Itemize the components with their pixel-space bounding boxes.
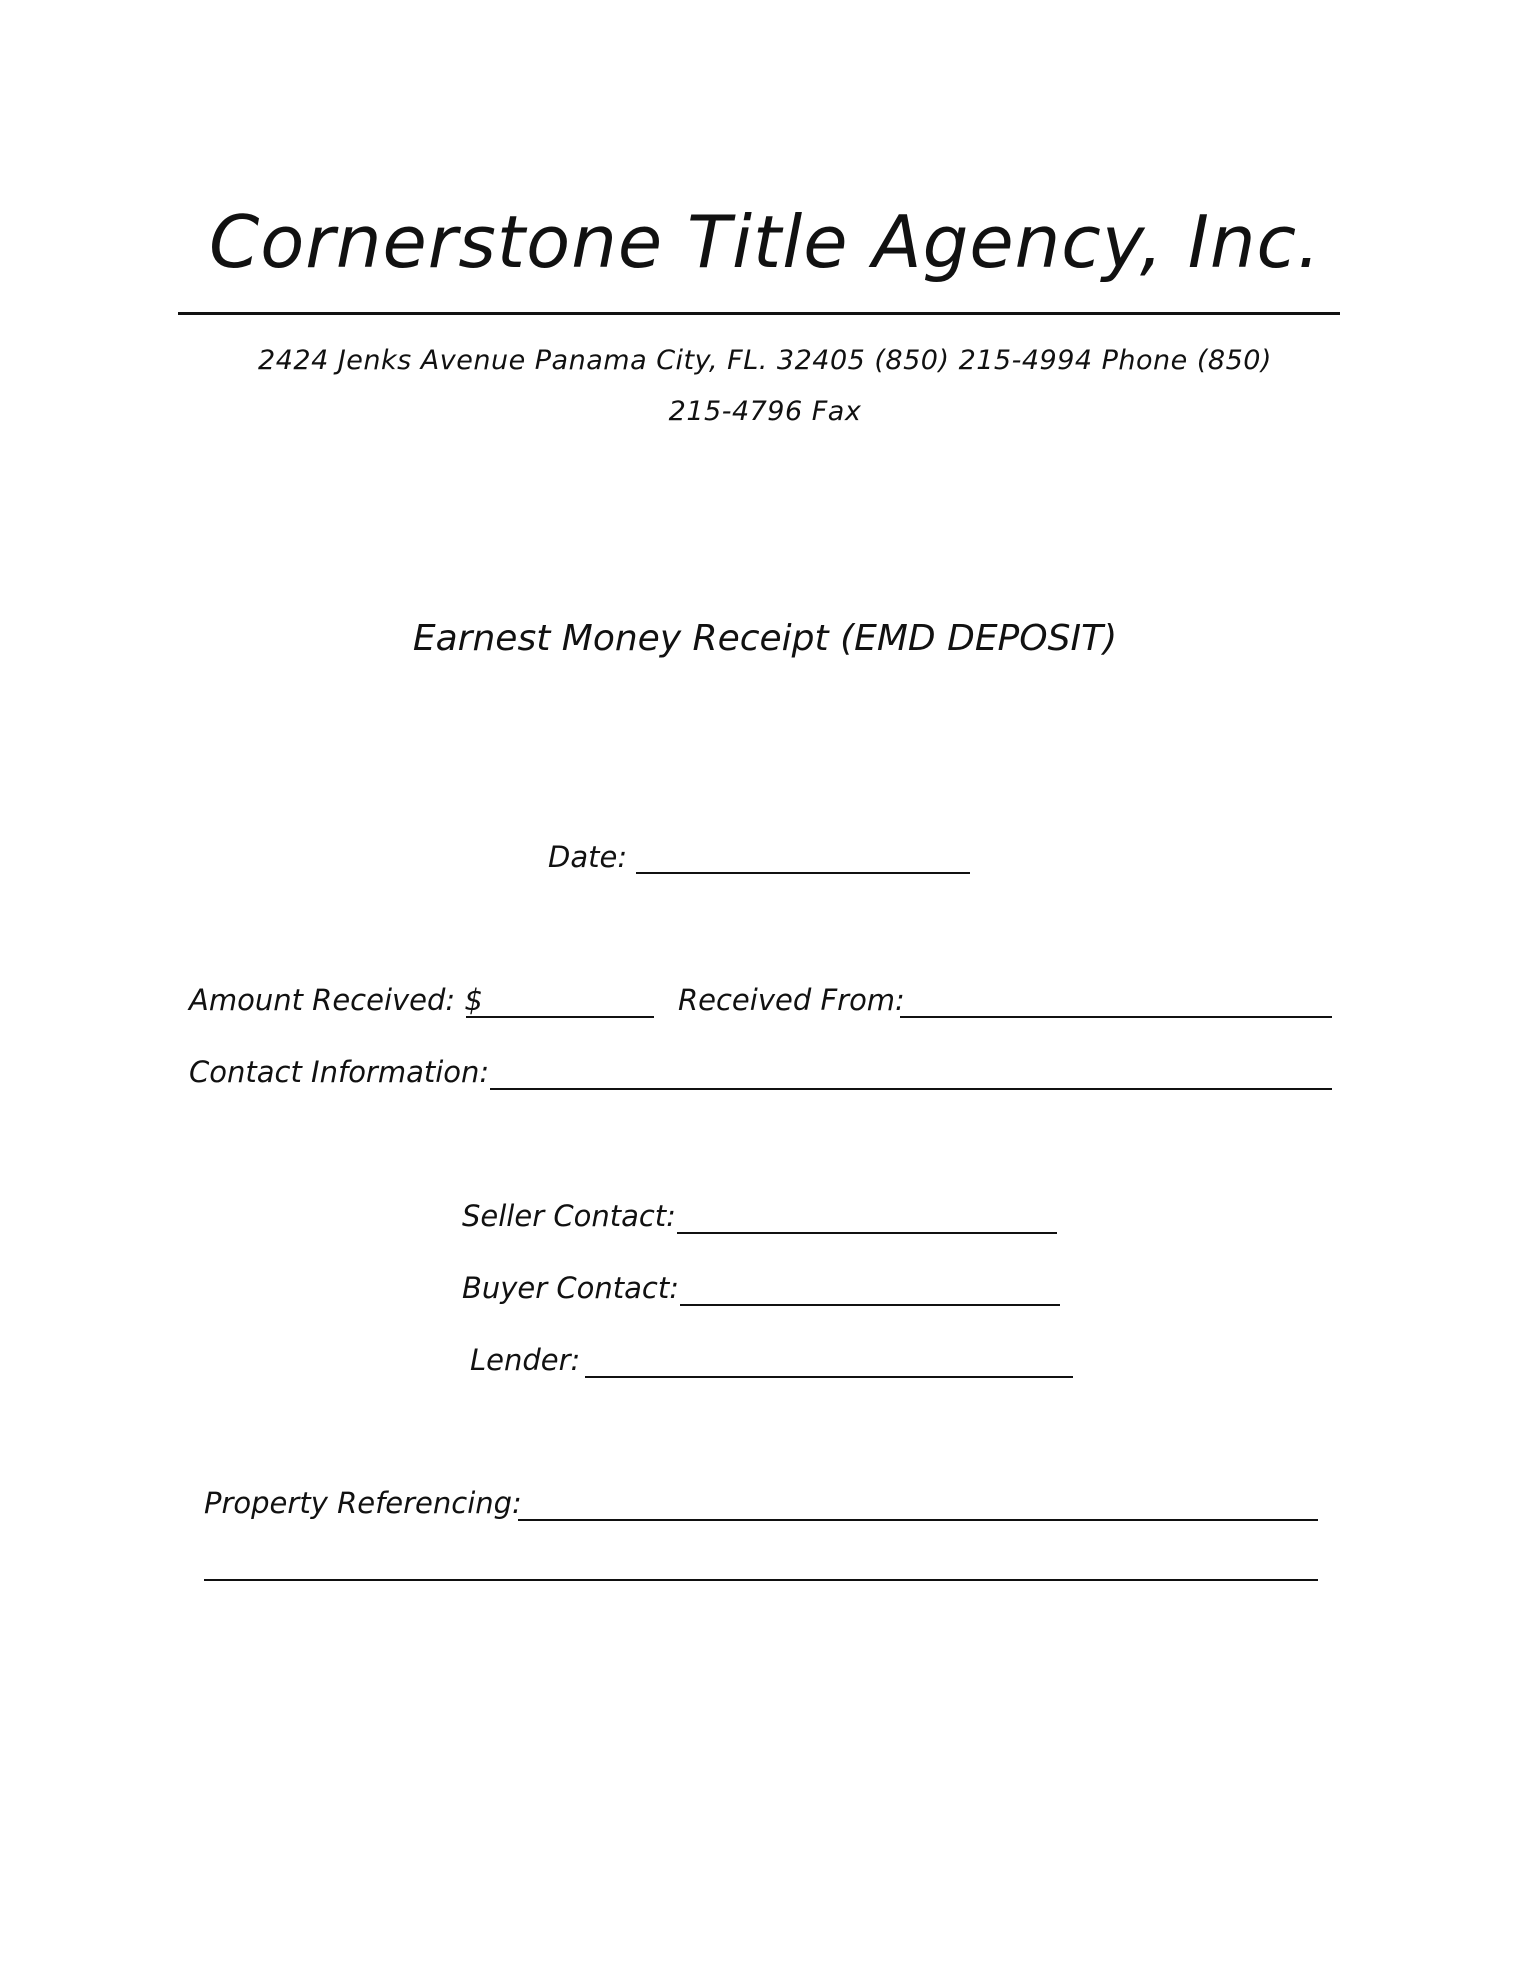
date-label: Date: [548, 840, 628, 874]
seller-contact-label: Seller Contact: [462, 1199, 676, 1233]
seller-contact-field[interactable] [677, 1232, 1057, 1234]
date-field[interactable] [636, 872, 970, 874]
property-referencing-label: Property Referencing: [204, 1486, 522, 1520]
amount-received-field[interactable] [466, 1016, 654, 1018]
contact-information-label: Contact Information: [189, 1055, 490, 1089]
buyer-contact-field[interactable] [680, 1304, 1060, 1306]
form-title: Earnest Money Receipt (EMD DEPOSIT) [412, 618, 1118, 659]
lender-field[interactable] [585, 1376, 1073, 1378]
lender-label: Lender: [470, 1343, 581, 1377]
received-from-field[interactable] [900, 1016, 1332, 1018]
contact-information-field[interactable] [490, 1088, 1332, 1090]
amount-received-label: Amount Received: $ [189, 983, 483, 1017]
property-referencing-field-line2[interactable] [204, 1579, 1318, 1581]
company-name: Cornerstone Title Agency, Inc. [208, 200, 1322, 284]
buyer-contact-label: Buyer Contact: [462, 1271, 680, 1305]
header-rule [178, 312, 1340, 315]
property-referencing-field[interactable] [518, 1519, 1318, 1521]
received-from-label: Received From: [678, 983, 905, 1017]
company-address-line1: 2424 Jenks Avenue Panama City, FL. 32405 (850) 215-4994 Phone (850) [258, 345, 1272, 376]
company-address-line2: 215-4796 Fax [668, 396, 862, 427]
